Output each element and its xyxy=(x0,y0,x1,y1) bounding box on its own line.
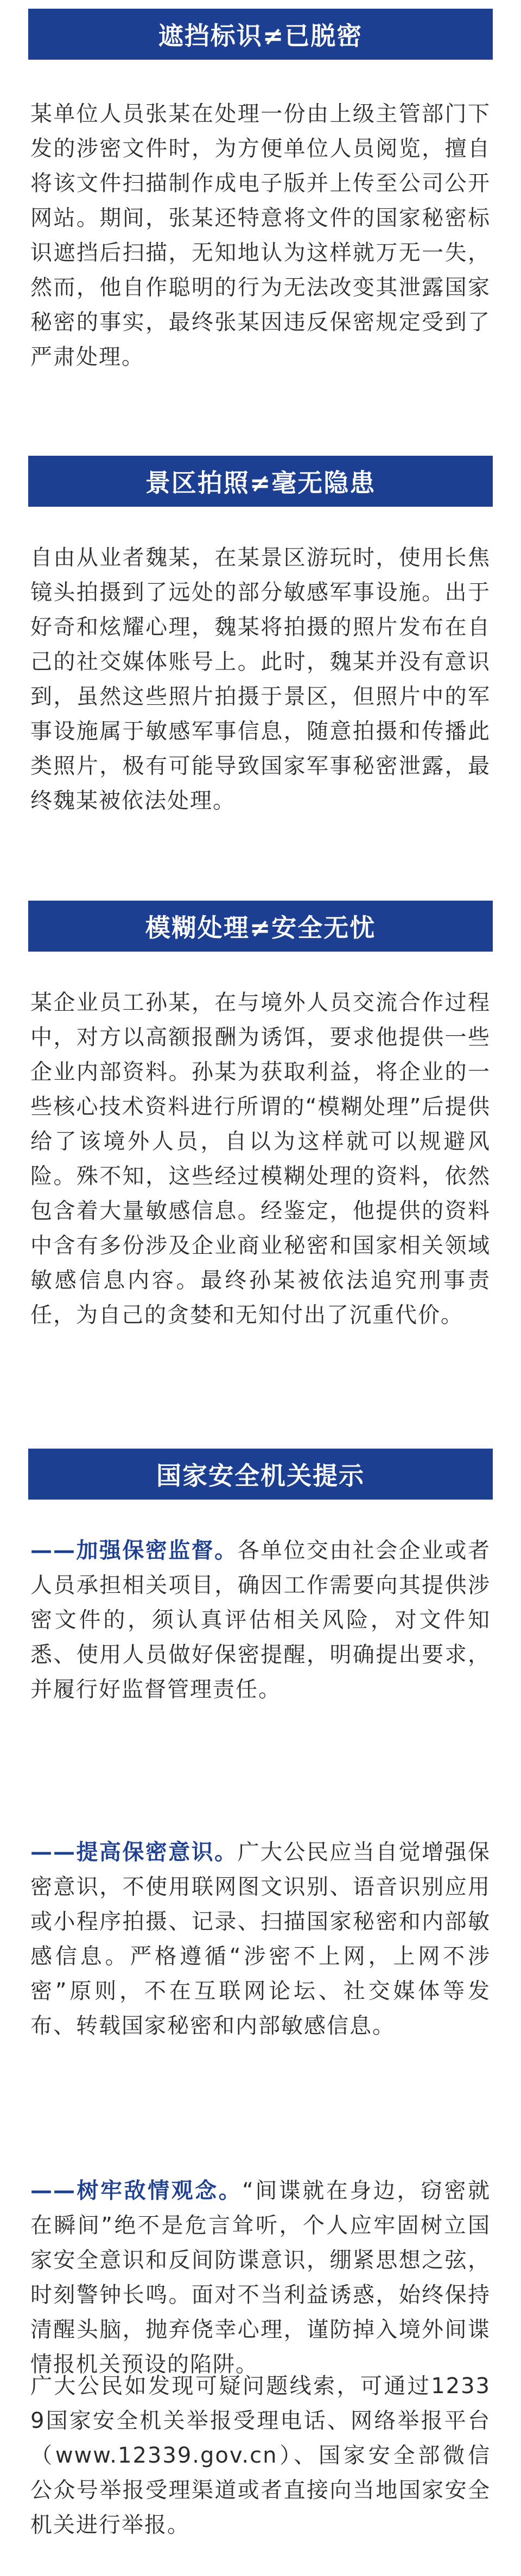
tip-1-lead: ——加强保密监督。 xyxy=(30,1538,238,1563)
tip-2-lead: ——提高保密意识。 xyxy=(30,1840,238,1865)
tip-3-text: “间谍就在身边，窃密就在瞬间”绝不是危言耸听，个人应牢固树立国家安全意识和反间防谍意识，绷紧思想之弦，时刻警钟长鸣。面对不当利益诱惑，始终保持清醒头脑，抛弃侥幸心理，谨防掉入境外间谍情报机关预设的陷阱。 xyxy=(30,2178,491,2377)
section-3-body: 某企业员工孙某，在与境外人员交流合作过程中，对方以高额报酬为诱饵，要求他提供一些企业内部资料。孙某为获取利益，将企业的一些核心技术资料进行所谓的“模糊处理”后提供给了该境外人员，自以为这样就可以规避风险。殊不知，这些经过模糊处理的资料，依然包含着大量敏感信息。经鉴定，他提供的资料中含有多份涉及企业商业秘密和国家相关领域敏感信息内容。最终孙某被依法追究刑事责任，为自己的贪婪和无知付出了沉重代价。 xyxy=(30,990,491,1328)
section-3-title: 模糊处理≠安全无忧 xyxy=(28,901,493,952)
tip-2-text: 广大公民应当自觉增强保密意识，不使用联网图文识别、语音识别应用或小程序拍摄、记录、扫描国家秘密和内部敏感信息。严格遵循“涉密不上网，上网不涉密”原则，不在互联网论坛、社交媒体等发布、转载国家秘密和内部敏感信息。 xyxy=(30,1840,491,2038)
tip-1 xyxy=(30,1533,491,1707)
section-1-title: 遮挡标识≠已脱密 xyxy=(28,9,493,60)
tips-title: 国家安全机关提示 xyxy=(28,1449,493,1500)
section-2-title: 景区拍照≠毫无隐患 xyxy=(28,456,493,507)
closing-note: 广大公民如发现可疑问题线索，可通过12339国家安全机关举报受理电话、网络举报平台（www.12339.gov.cn）、国家安全部微信公众号举报受理渠道或者直接向当地国家安全机关进行举报。 xyxy=(30,2374,491,2537)
tip-1-text: 各单位交由社会企业或者人员承担相关项目，确因工作需要向其提供涉密文件的，须认真评估相关风险，对文件知悉、使用人员做好保密提醒，明确提出要求，并履行好监督管理责任。 xyxy=(30,1538,491,1702)
section-2-body: 自由从业者魏某，在某景区游玩时，使用长焦镜头拍摄到了远处的部分敏感军事设施。出于好奇和炫耀心理，魏某将拍摄的照片发布在自己的社交媒体账号上。此时，魏某并没有意识到，虽然这些照片拍摄于景区，但照片中的军事设施属于敏感军事信息，随意拍摄和传播此类照片，极有可能导致国家军事秘密泄露，最终魏某被依法处理。 xyxy=(30,545,491,813)
tip-2 xyxy=(30,1835,491,2043)
tip-3 xyxy=(30,2173,491,2382)
tip-3-lead: ——树牢敌情观念。 xyxy=(30,2178,243,2203)
section-1-body: 某单位人员张某在处理一份由上级主管部门下发的涉密文件时，为方便单位人员阅览，擅自将该文件扫描制作成电子版并上传至公司公开网站。期间，张某还特意将文件的国家秘密标识遮挡后扫描，无知地认为这样就万无一失，然而，他自作聪明的行为无法改变其泄露国家秘密的事实，最终张某因违反保密规定受到了严肃处理。 xyxy=(30,101,491,369)
